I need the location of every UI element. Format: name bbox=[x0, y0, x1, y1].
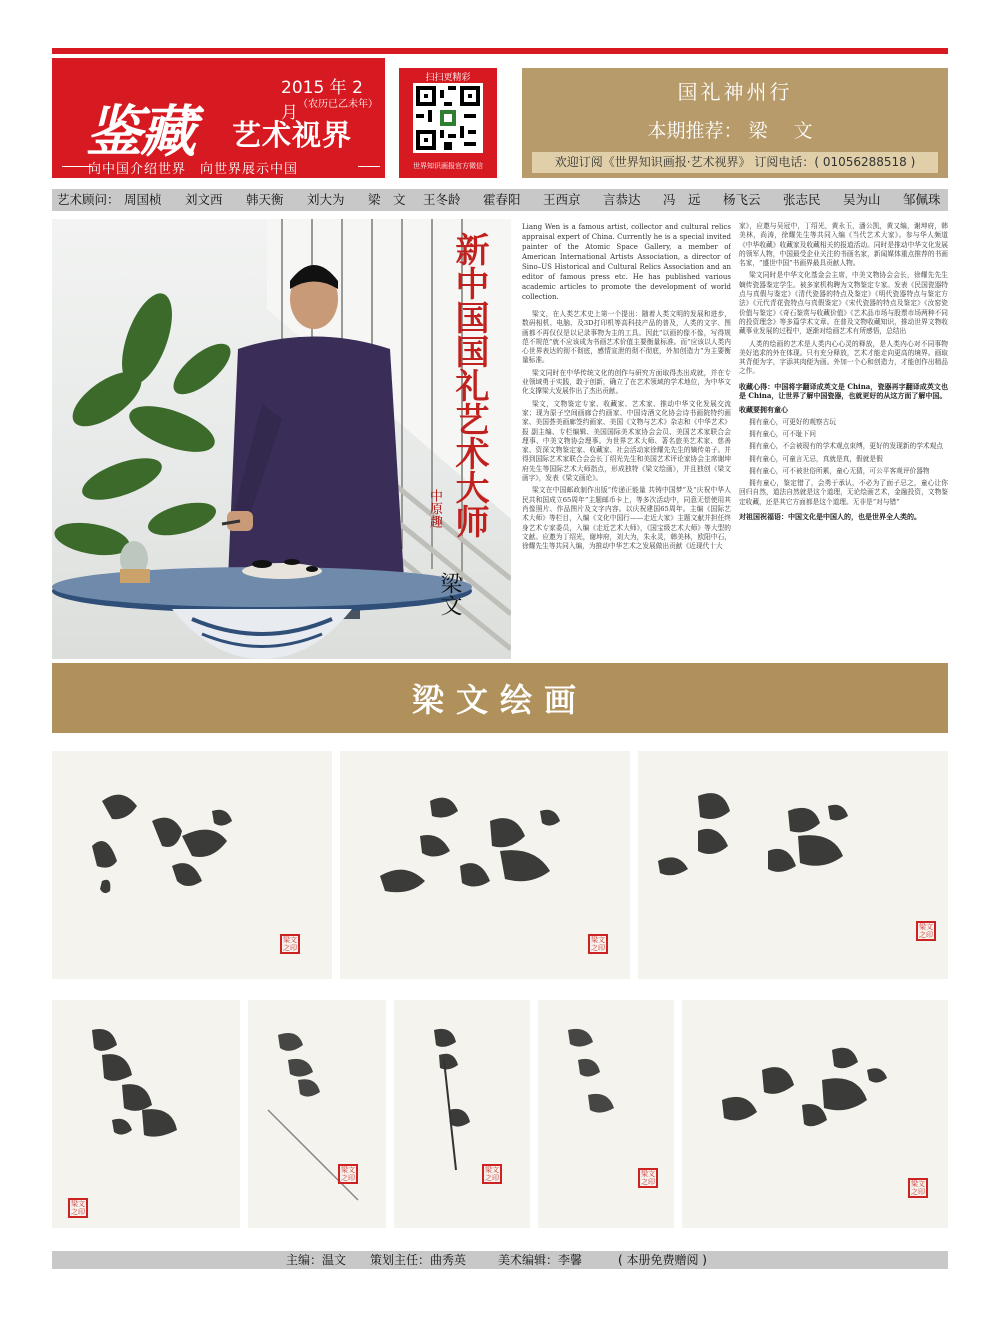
qr-caption-top: 扫扫更精彩 bbox=[425, 73, 471, 83]
qr-caption-bottom: 世界知识画报官方微信 bbox=[413, 162, 483, 170]
feature-name: 梁 文 bbox=[748, 120, 823, 142]
feature-vertical-title: 新中国国礼艺术大师 bbox=[449, 232, 489, 538]
article-paragraph: 拥有童心，可更好的观察古玩 bbox=[749, 417, 836, 426]
planner-credit: 策划主任：曲秀英 bbox=[370, 1253, 467, 1267]
article-paragraph: 拥有童心，可不被世俗所累，童心无猜，可公平客观评价器物 bbox=[749, 466, 930, 475]
artist-seal: 梁文之印 bbox=[638, 1168, 658, 1188]
painting-2[interactable] bbox=[340, 751, 630, 979]
advisors-row bbox=[52, 189, 948, 211]
article-column-1 bbox=[522, 222, 731, 659]
advisor-name: 韩天衡 bbox=[246, 192, 284, 207]
masthead-calligraphy-title: 鉴藏 bbox=[86, 99, 194, 165]
article-paragraph: 拥有童心，鉴定错了，会勇于承认，不必为了面子忌之，童心让你回归自然，道法自然就是这个道理，无论绘画艺术，金融投资，文物鉴定收藏，还是其它方面都是这个道理。无非是“对与错” bbox=[739, 479, 948, 506]
advisor-name: 杨飞云 bbox=[723, 192, 761, 207]
section-title: 梁文绘画 bbox=[411, 681, 588, 719]
painting-1[interactable] bbox=[52, 751, 332, 979]
article-column-2 bbox=[739, 222, 948, 659]
section-banner bbox=[52, 663, 948, 733]
artist-seal: 梁文之印 bbox=[588, 934, 608, 954]
photo-signature: 中原趣 bbox=[427, 489, 442, 528]
advisors-label: 艺术顾问： bbox=[57, 192, 120, 207]
article-paragraph: 梁文同时是中华文化基金会主席，中美文物协会会长，徐耀先先生嫡传瓷器鉴定学生。被多家机构聘为文物鉴定专家。发表《民国瓷器特点与真假与鉴定》《清代瓷器的特点及鉴定》《明代瓷器特点与鉴定方法》《元代青花瓷特点与真假鉴定》《宋代瓷器的特点及鉴定》《汝窑瓷价值与鉴定》《奇石鉴赏与收藏价值》《艺术品市场与股票市场两种不同的投资理念》等多篇学术文章。在普及文物收藏知识，推动世界文物收藏事业发展的过程中，逐渐对绘画艺术有所感悟，总结出 bbox=[739, 271, 948, 336]
feature-header-block bbox=[522, 68, 948, 178]
painting-3[interactable] bbox=[638, 751, 948, 979]
slogan-rule-right bbox=[358, 166, 380, 167]
article-paragraph: 梁文，在人类艺术史上第一个提出：随着人类文明的发展和进步，数码相机、电脑、及3D打印机等高科技产品的普及，人类的文字、图画都不再仅仅是以记录事物为主的工具。因此“以画的像不像，写得规范不规范”就不应该成为书画艺术价值主要衡量标准。而“应该以人类内心世界表达的彻不彻底，感情宣泄的彻不彻底，外加创造力”为主要衡量标准。 bbox=[522, 310, 731, 365]
advisor-name: 邹佩珠 bbox=[903, 192, 941, 207]
qr-code-icon[interactable] bbox=[413, 83, 483, 153]
advisor-name: 刘文西 bbox=[185, 192, 223, 207]
issue-date-note: （农历已乙未年） bbox=[298, 99, 378, 110]
article-paragraph: 拥有童心，可不耻下问 bbox=[749, 429, 816, 438]
feature-recommendation bbox=[522, 116, 948, 143]
feature-label: 本期推荐： bbox=[647, 120, 743, 142]
issue-date: 2015 年 2 月 bbox=[281, 78, 363, 123]
artist-seal: 梁文之印 bbox=[916, 921, 936, 941]
masthead bbox=[52, 53, 948, 183]
painting-7[interactable] bbox=[538, 1000, 674, 1228]
article-paragraph: 家》，应邀与吴冠中，丁绍光，黄永玉，潘公凯，黄又编，谢坤府，韩美林，尚涛，徐耀先生等共同入编《当代艺术大家》。参与华人频道《中华收藏》收藏家及收藏相关的报道活动。同时是推动中华文化发展的领军人物，中国最受企业关注的书画名家，新闻媒体重点推荐的书画名家，“盛世中国”书画界最具贡献人物。 bbox=[739, 222, 948, 268]
advisor-name: 王西京 bbox=[543, 192, 581, 207]
painting-6[interactable] bbox=[394, 1000, 530, 1228]
advisor-name: 刘大为 bbox=[307, 192, 345, 207]
article-paragraph: 人类的绘画的艺术是人类内心心灵的释放，是人类内心对不同事物美好追求的外在体现。只有充分释放，艺术才能走向更高的境界。画取其背便为字，字添其肉便为画。外加一个心和创造力，才能创作出精品之作。 bbox=[739, 339, 948, 376]
article-heading: 收藏心得：中国将字翻译成英文是 China，瓷器再字翻译成英文也是 China，让世界了解中国瓷器，也就更好的从这方面了解中国。 bbox=[739, 381, 948, 401]
artist-seal: 梁文之印 bbox=[482, 1164, 502, 1184]
article-paragraph: 梁文在中国邮政制作出版“传递正能量 共铸中国梦”及“庆祝中华人民共和国成立65周年”主题邮币卡上，等多次活动中，同意无偿使用其肖像照片、作品图片及文字内容。以庆祝建国65周年。主编《国际艺术大师》等栏目，入编《文化中国行——走近大家》主题文献并担任终身艺术专家委员，入编《走近艺术大师》，《国宝级艺术大师》等大型的文献。应邀为丁绍光，谢坤府，刘大为，朱永灵，韩美林，欧阳中石，徐耀先生等共同入编，为推动中华艺术之发展做出贡献《近现代十大 bbox=[522, 486, 731, 551]
painting-4[interactable] bbox=[52, 1000, 240, 1228]
advisor-name: 冯 远 bbox=[663, 192, 701, 207]
subscription-info: 欢迎订阅《世界知识画报·艺术视界》 订阅电话：( 01056288518 ) bbox=[532, 152, 938, 173]
painting-8[interactable] bbox=[682, 1000, 948, 1228]
advisor-name: 梁 文 bbox=[368, 192, 406, 207]
feature-vertical-name: 梁文 bbox=[437, 572, 462, 616]
advisor-name: 言恭达 bbox=[603, 192, 641, 207]
article-paragraph: 梁文同时在中华传统文化的创作与研究方面取得杰出成就，并在专业领域勇于实践，敢于创新，确立了在艺术领域的学术地位，为中华文化支撑梁大发展作出了杰出贡献。 bbox=[522, 368, 731, 396]
slogan: 向中国介绍世界 向世界展示中国 bbox=[88, 162, 299, 177]
masthead-title-block bbox=[52, 58, 385, 178]
article-paragraph: 拥有童心，可童言无忌，真就是真，假就是假 bbox=[749, 454, 883, 463]
advisor-name: 吴为山 bbox=[843, 192, 881, 207]
editor-credit: 主编：温文 bbox=[286, 1253, 347, 1267]
advisor-name: 霍春阳 bbox=[483, 192, 521, 207]
footer-credits bbox=[52, 1251, 948, 1269]
article-heading: 收藏要拥有童心 bbox=[739, 405, 788, 415]
article-heading: 对祖国祝福语：中国文化是中国人的，也是世界全人类的。 bbox=[739, 512, 921, 522]
advisor-name: 张志民 bbox=[783, 192, 821, 207]
article-paragraph: 梁文，文物鉴定专家、收藏家、艺术家、推动中华文化发展交流家；现为原子空间画廊合约画家、中国诗酒文化协会诗书画院特约画家、美国荟美画廊签约画家、美国《文物与艺术》杂志和《中华艺术》报 副主编、专栏编辑、美国国际美术家协会会员、美国艺术家联合会理事、中美文物协会理事。为世界艺术大师、著名旅美艺术家、慈善家、资深文物鉴定家、收藏家、社会活动家徐耀先先生的嫡传弟子。并得到国际艺术家联合会会长丁绍光先生和美国艺术评论家协会主席谢坤府先生等国际艺术大师指点，形成独特《梁文绘画》，并且独创《梁文画字》，发表《梁文画论》。 bbox=[522, 399, 731, 483]
advisor-name: 王冬龄 bbox=[423, 192, 461, 207]
artist-seal: 梁文之印 bbox=[68, 1198, 88, 1218]
art-editor-credit: 美术编辑：李馨 bbox=[498, 1253, 583, 1267]
painting-5[interactable] bbox=[248, 1000, 386, 1228]
column-title: 国礼神州行 bbox=[677, 80, 793, 104]
masthead-title: 艺术视界 bbox=[232, 118, 353, 152]
free-distribution-note: ( 本册免费赠阅 ) bbox=[618, 1253, 707, 1267]
masthead-top-rule bbox=[52, 48, 948, 54]
article-paragraph: 拥有童心，不会被现有的学术观点束缚，更好的发现新的学术观点 bbox=[749, 442, 943, 451]
qr-block bbox=[399, 68, 497, 178]
article-english-intro: Liang Wen is a famous artist, collector and cultural relics appraisal expert of China. Currently he is a special invited painter of the Atomic Space Gallery, a member of American International Artists Association, a director of Sino–US Historical and Cultural Relics Association and an editor of famous press etc. He has published various academic articles to promote the development of world collection. bbox=[522, 223, 731, 301]
artist-seal: 梁文之印 bbox=[338, 1164, 358, 1184]
artist-seal: 梁文之印 bbox=[280, 934, 300, 954]
advisor-name: 周国桢 bbox=[124, 192, 162, 207]
artist-seal: 梁文之印 bbox=[908, 1178, 928, 1198]
